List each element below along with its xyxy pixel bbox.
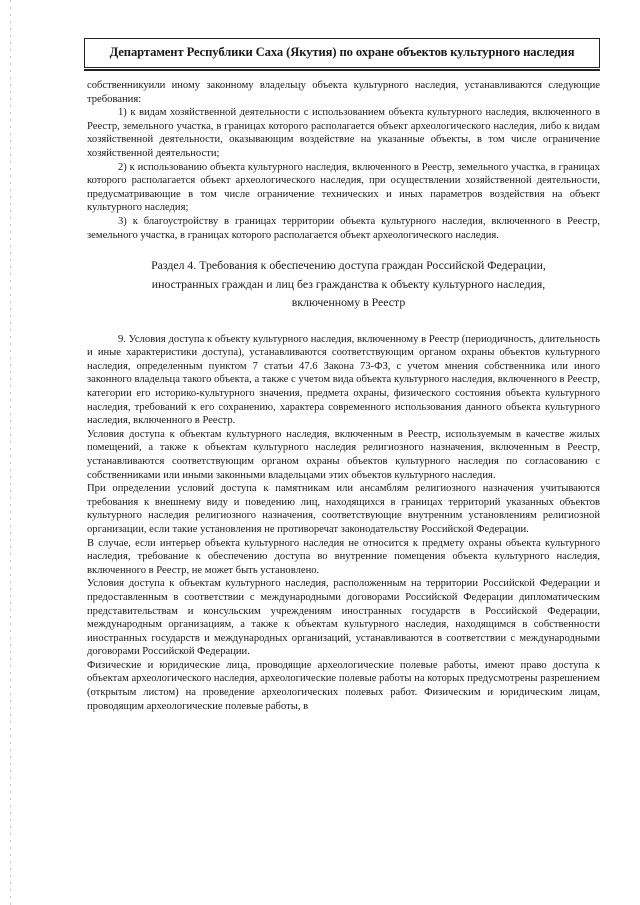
paragraph-requirement-2: 2) к использованию объекта культурного наследия, включенного в Реестр, земельного участка, в границах которого располагается объект археологического наследия, при осуществлении хозяйственной деятельности, предусматривающие в том числе ограничение технических и иных параметров воздействия на объект культурного наследия; — [87, 161, 600, 214]
header-title: Департамент Республики Саха (Якутия) по охране объектов культурного наследия — [109, 45, 575, 59]
paragraph-interior: В случае, если интерьер объекта культурного наследия не относится к предмету охраны объекта культурного наследия, требование к обеспечению доступа во внутренние помещения объекта культурного наследия, включенного в Реестр, не может быть установлено. — [87, 537, 600, 576]
paragraph-foreign-objects: Условия доступа к объектам культурного наследия, расположенным на территории Российской Федерации и предоставленным в соответствии с международными договорами Российской Федерации дипломатическим представительствам и консульским учреждениям иностранных государств в Российской Федерации, международным организациям, а также к объектам культурного наследия, находящимся в собственности иностранных государств и международных организаций, устанавливаются в соответствии с международными договорами Российской Федерации. — [87, 578, 600, 658]
document-body — [87, 79, 600, 713]
header-box — [84, 38, 600, 68]
paragraph-archaeology: Физические и юридические лица, проводящие археологические полевые работы, имеют право доступа к объектам археологического наследия, археологические полевые работы на которых предусмотрены разрешением (открытым листом) на проведение археологических полевых работ. Физическим и юридическим лицам, проводящим археологические полевые работы, в — [87, 659, 600, 712]
paragraph-item-9: 9. Условия доступа к объекту культурного наследия, включенному в Реестр (периодичность, длительность и иные характеристики доступа), устанавливаются соответствующим органом охраны объектов культурного наследия, определенным пунктом 7 статьи 47.6 Закона 73-ФЗ, с учетом мнения собственника или иного законного владельца такого объекта, а также с учетом вида объекта культурного наследия, включенного в Реестр, категории его историко-культурного значения, предмета охраны, физического состояния объекта культурного наследия, требований к его сохранению, характера современного использования данного объекта культурного наследия, включенного в Реестр. — [87, 333, 600, 427]
paragraph-requirement-1: 1) к видам хозяйственной деятельности с использованием объекта культурного наследия, включенного в Реестр, земельного участка, в границах которого располагается объект археологического наследия, либо к видам хозяйственной деятельности, оказывающим воздействие на указанные объекты, в том числе ограничение хозяйственной деятельности; — [87, 107, 600, 159]
paragraph-monuments: При определении условий доступа к памятникам или ансамблям религиозного назначения учитываются требования к внешнему виду и поведению лиц, находящихся в границах территорий указанных объектов культурного наследия религиозного назначения, соответствующие внутренним установлениям религиозной организации, если такие установления не противоречат законодательству Российской Федерации. — [87, 483, 600, 535]
paragraph-intro: собственникуили иному законному владельцу объекта культурного наследия, устанавливаются следующие требования: — [87, 80, 600, 105]
paragraph-religious-objects: Условия доступа к объектам культурного наследия, включенным в Реестр, используемым в качестве жилых помещений, а также к объектам культурного наследия религиозного назначения, включенным в Реестр, устанавливаются соответствующим органом охраны объектов культурного наследия по согласованию с собственниками или иными законными владельцами этих объектов культурного наследия. — [87, 428, 600, 481]
section-title: Раздел 4. Требования к обеспечению доступа граждан Российской Федерации, иностранных граждан и лиц без гражданства к объекту культурного наследия, включенному в Реестр — [151, 258, 546, 310]
paragraph-requirement-3: 3) к благоустройству в границах территории объекта культурного наследия, включенного в Реестр, земельного участка, в границах которого располагается объект археологического наследия. — [87, 215, 600, 241]
scan-edge-line — [10, 0, 11, 905]
